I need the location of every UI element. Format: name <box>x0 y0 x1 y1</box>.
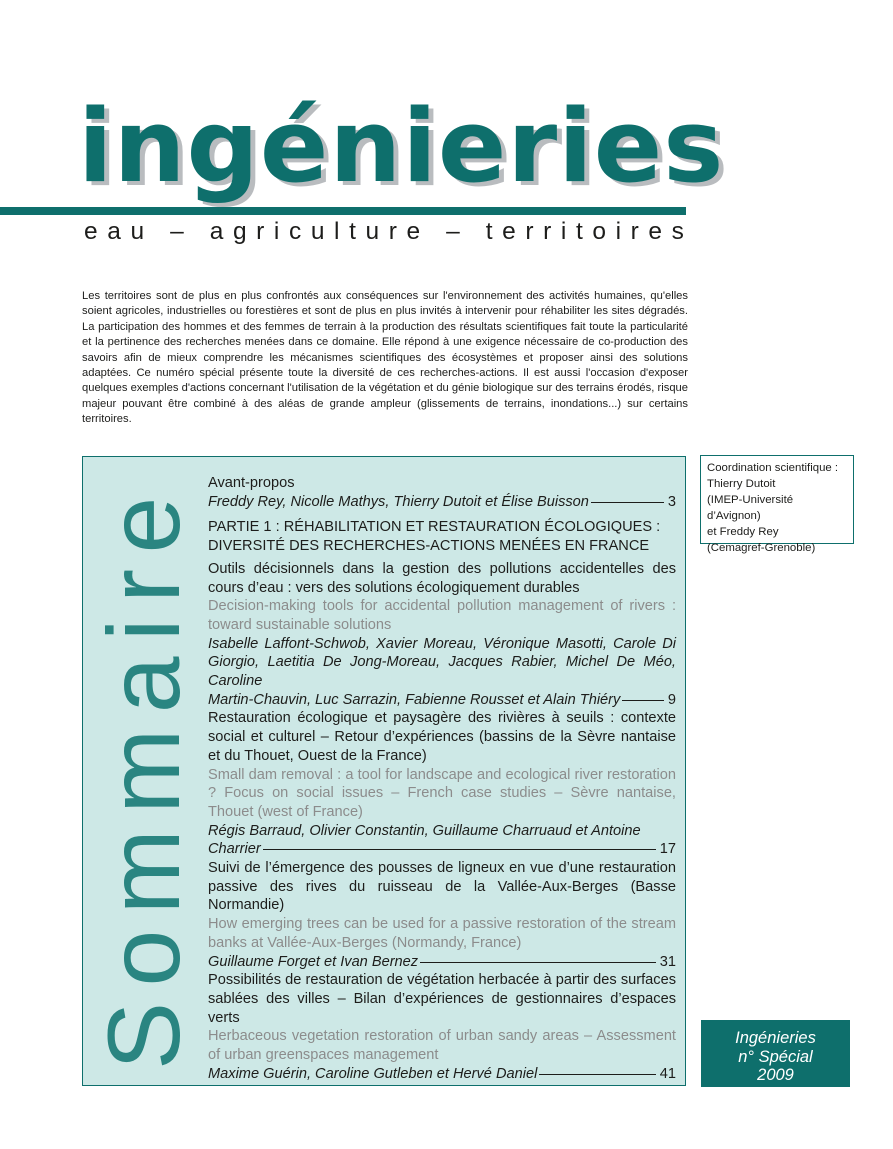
toc-page-number: 9 <box>667 691 676 708</box>
journal-subtitle: eau – agriculture – territoires <box>84 218 694 245</box>
part-heading-line-1: PARTIE 1 : RÉHABILITATION ET RESTAURATION ÉCOLOGIQUES : <box>208 519 661 536</box>
toc-entry-authors-lead: Isabelle Laffont-Schwob, Xavier Moreau, Véronique Masotti, Carole Di Giorgio, Laetitia De Jong-Moreau, Jacques Rabier, Michel De Méo, Caroline <box>208 635 676 690</box>
toc-page-number: 17 <box>659 841 676 858</box>
toc-entry-article-3[interactable] <box>208 859 676 971</box>
toc-page-number: 3 <box>667 493 676 510</box>
coordination-line: Thierry Dutoit <box>707 477 776 490</box>
toc-entry-title-english: Small dam removal : a tool for landscape and ecological river restoration ? Focus on social issues – French case studies – Sèvre nantaise, Thouet (west of France) <box>208 766 676 820</box>
toc-entry-title: Possibilités de restauration de végétation herbacée à partir des surfaces sablées des villes – Bilan d’expériences de gestionnaires d’espaces verts <box>208 972 676 1026</box>
toc-entry-title-english: Herbaceous vegetation restoration of urban sandy areas – Assessment of urban greenspaces management <box>208 1028 676 1064</box>
toc-entry-title: Avant-propos <box>208 475 295 491</box>
toc-entry-title: Restauration écologique et paysagère des rivières à seuils : contexte social et culturel – Retour d’expériences (bassins de la Sèvre nantaise et du Thouet, Ouest de la France) <box>208 710 676 764</box>
toc-entry-avant-propos[interactable] <box>208 474 676 511</box>
leader-line <box>263 849 656 850</box>
toc-entry-authors <box>208 840 676 859</box>
leader-line <box>420 962 656 963</box>
toc-entry-title-english: Decision-making tools for accidental pollution management of rivers : toward sustainable solutions <box>208 598 676 633</box>
toc-authors-text: Freddy Rey, Nicolle Mathys, Thierry Dutoit et Élise Buisson <box>208 493 589 510</box>
leader-line <box>591 502 664 503</box>
issue-badge <box>701 1020 850 1087</box>
toc-authors-text: Guillaume Forget et Ivan Bernez <box>208 953 419 970</box>
toc-entry-authors <box>208 691 676 710</box>
toc-entry-article-4[interactable] <box>208 971 676 1083</box>
toc-page-number: 41 <box>659 1065 676 1082</box>
toc-entry-authors <box>208 1065 676 1084</box>
issue-number: n° Spécial <box>738 1047 813 1066</box>
toc-entry-authors <box>208 493 676 512</box>
table-of-contents <box>208 474 676 1084</box>
coordination-line: et Freddy Rey <box>707 525 779 538</box>
toc-entry-article-2[interactable] <box>208 709 676 859</box>
toc-entry-title: Outils décisionnels dans la gestion des pollutions accidentelles des cours d’eau : vers des solutions écologiquement durables <box>208 560 676 596</box>
coordination-line: (IMEP-Université d’Avignon) <box>707 493 794 522</box>
issue-year: 2009 <box>757 1066 794 1085</box>
part-heading <box>208 518 676 555</box>
toc-entry-article-1[interactable] <box>208 560 676 710</box>
issue-journal-name: Ingénieries <box>735 1029 816 1047</box>
toc-entry-authors <box>208 953 676 972</box>
journal-title: ingénieries <box>78 87 725 205</box>
masthead-rule <box>0 207 686 215</box>
toc-page-number: 31 <box>659 953 676 970</box>
toc-entry-title: Suivi de l’émergence des pousses de ligneux en vue d’une restauration passive des rives du ruisseau de la Vallée-Aux-Berges (Basse Normandie) <box>208 860 676 914</box>
toc-authors-text: Maxime Guérin, Caroline Gutleben et Hervé Daniel <box>208 1065 538 1082</box>
leader-line <box>539 1074 655 1075</box>
sommaire-vertical-label: Sommaire <box>87 481 201 1070</box>
toc-entry-authors-lead: Régis Barraud, Olivier Constantin, Guillaume Charruaud et Antoine <box>208 822 641 839</box>
toc-authors-text: Martin-Chauvin, Luc Sarrazin, Fabienne Rousset et Alain Thiéry <box>208 691 621 708</box>
part-heading-line-2: DIVERSITÉ DES RECHERCHES-ACTIONS MENÉES EN FRANCE <box>208 538 650 555</box>
scientific-coordination-box <box>700 455 854 554</box>
intro-paragraph: Les territoires sont de plus en plus confrontés aux conséquences sur l'environnement des activités humaines, qu'elles soient agricoles, industrielles ou forestières et sont de plus en plus invités à intervenir pour réhabiliter les sites dégradés. La participation des hommes et des femmes de terrain à la production des résultats scientifiques fait toute la particularité et la pertinence des recherches menées dans ce domaine. Elle répond à une exigence nécessaire de co-production des savoirs afin de mieux comprendre les mécanismes scientifiques des écosystèmes et proposer ainsi des solutions adaptées. Ce numéro spécial présente toute la diversité de ces recherches-actions. Il est aussi l'occasion d'exposer quelques exemples d'actions concernant l'utilisation de la végétation et du génie biologique sur des terrains érodés, risque majeur pouvant être combiné à des aléas de grande ampleur (glissements de terrains, inondations...) sur certains territoires. <box>82 290 688 426</box>
leader-line <box>622 700 664 701</box>
toc-entry-title-english: How emerging trees can be used for a passive restoration of the stream banks at Vallée-Aux-Berges (Normandy, France) <box>208 916 676 951</box>
coordination-line: Coordination scientifique : <box>707 462 839 474</box>
toc-authors-text: Charrier <box>208 841 261 858</box>
coordination-line: (Cemagref-Grenoble) <box>707 541 816 554</box>
